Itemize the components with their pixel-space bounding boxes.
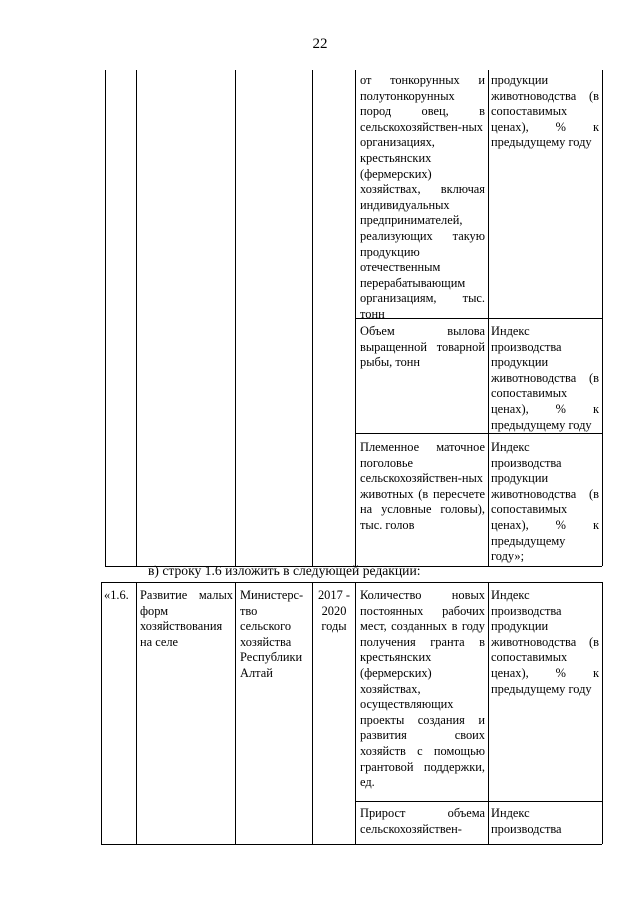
target-cell: Индекс производства продукции животноводства (в сопоставимых ценах), % к предыдущему году [491, 324, 599, 432]
target-cell: Индекс производства [491, 806, 562, 836]
table-border [355, 801, 602, 802]
indicator-cell: Прирост объема сельскохозяйствен- [360, 806, 485, 836]
table-border [602, 70, 603, 566]
table-border [101, 582, 102, 844]
table-border [105, 70, 106, 566]
indicator-cell: Племенное маточное поголовье сельскохозяйствен-ных животных (в пересчете на условные головы), тыс. голов [360, 440, 485, 532]
target-cell: продукции животноводства (в сопоставимых ценах), % к предыдущему году [491, 73, 599, 150]
table-border [355, 582, 356, 844]
table-border [312, 70, 313, 566]
indicator-cell: Объем вылова выращенной товарной рыбы, тонн [360, 324, 485, 370]
table-border [602, 582, 603, 844]
table-border [101, 844, 602, 845]
target-cell: Индекс производства продукции животноводства (в сопоставимых ценах), % к предыдущему году [491, 588, 599, 696]
indicator-cell: от тонкорунных и полутонкорунных пород овец, в сельскохозяйствен-ных организациях, крестьянских (фермерских) хозяйствах, включая индивидуальных предпринимателей, реализующих такую продукцию отечественным перерабатывающим организациям, тыс. тонн [360, 73, 485, 321]
indicator-cell: Количество новых постоянных рабочих мест, созданных в году получения гранта в крестьянских (фермерских) хозяйствах, осуществляющих проекты создания и развития своих хозяйств с помощью грантовой поддержки, ед. [360, 588, 485, 790]
table-border [312, 582, 313, 844]
page-number: 22 [312, 36, 328, 52]
table-border [136, 582, 137, 844]
measure-name: Развитие малых форм хозяйствования на селе [140, 588, 233, 649]
edit-instruction: в) строку 1.6 изложить в следующей редакции: [148, 563, 421, 578]
table-border [101, 582, 602, 583]
target-cell: Индекс производства продукции животноводства (в сопоставимых ценах), % к предыдущему году»; [491, 440, 599, 564]
executor: Министерс-тво сельского хозяйства Республики Алтай [240, 588, 304, 680]
period: 2017 - 2020 годы [317, 588, 350, 634]
table-border [136, 70, 137, 566]
table-border [235, 70, 236, 566]
table-border [488, 582, 489, 844]
table-border [235, 582, 236, 844]
row-number: «1.6. [104, 588, 129, 602]
